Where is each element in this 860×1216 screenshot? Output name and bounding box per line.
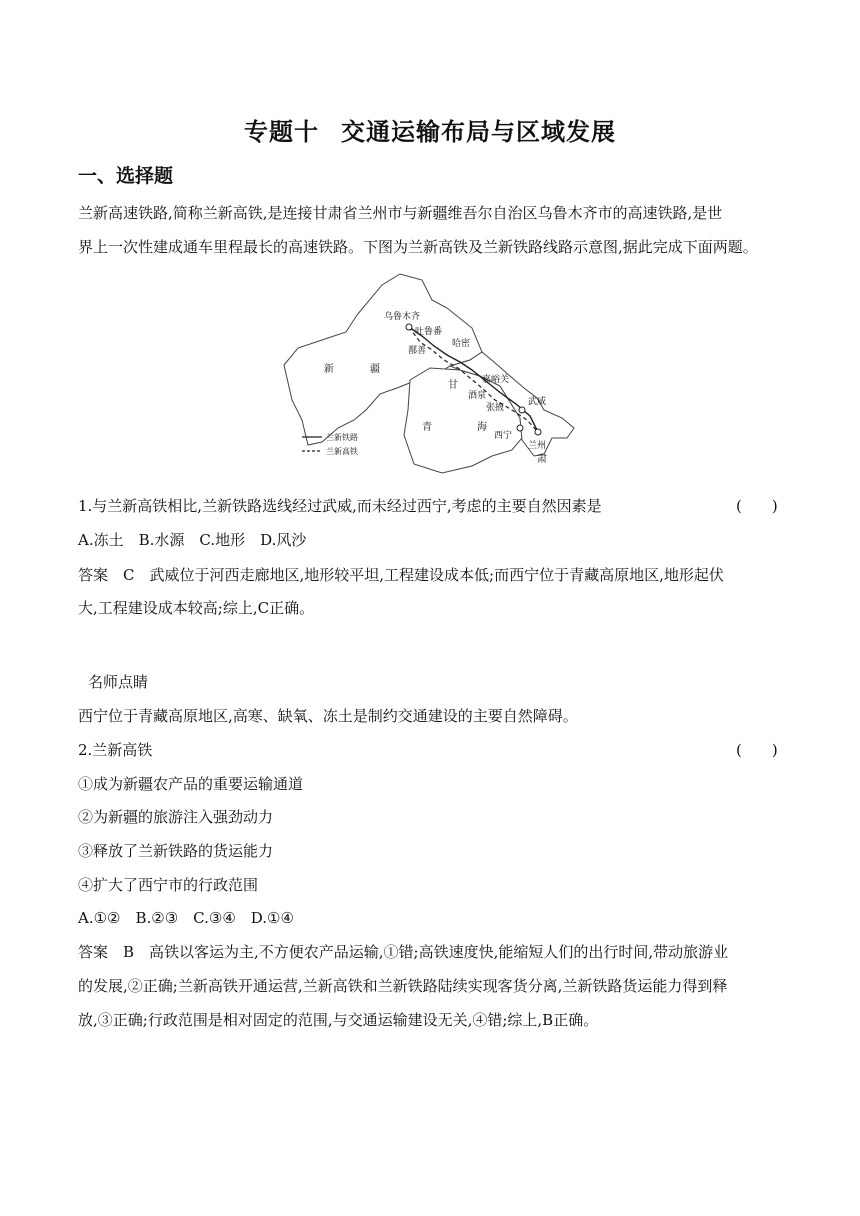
q1-stem: 1.与兰新高铁相比,兰新铁路选线经过武威,而未经过西宁,考虑的主要自然因素是 (78, 497, 602, 515)
region-gansu-1: 甘 (448, 380, 458, 391)
region-qinghai-1: 青 (422, 422, 432, 433)
q2-answer-line-1: 答案 B 高铁以客运为主,不方便农产品运输,①错;高铁速度快,能缩短人们的出行时间,带动旅游业 (78, 943, 729, 961)
label-jiuquan: 酒泉 (468, 391, 487, 401)
page-title (0, 112, 860, 147)
label-shanshan: 鄯善 (408, 346, 427, 356)
label-urumqi: 乌鲁木齐 (384, 312, 421, 322)
region-gansu-2: 肃 (537, 454, 547, 465)
q2-item-2: ②为新疆的旅游注入强劲动力 (78, 808, 274, 826)
region-qinghai-2: 海 (477, 422, 487, 433)
intro-line-2: 界上一次性建成通车里程最长的高速铁路。下图为兰新高铁及兰新铁路线路示意图,据此完成下面两题。 (78, 238, 758, 256)
legend-railway: 兰新铁路 (326, 433, 358, 442)
legend-hsr: 兰新高铁 (326, 447, 358, 456)
label-turpan: 吐鲁番 (415, 327, 443, 337)
urumqi-marker (406, 324, 412, 330)
lanzhou-marker (535, 429, 541, 435)
region-xinjiang-1: 新 (324, 364, 334, 375)
q1-answer-line-1: 答案 C 武威位于河西走廊地区,地形较平坦,工程建设成本低;而西宁位于青藏高原地区,地形起伏 (78, 566, 724, 584)
q1-answer-line-2: 大,工程建设成本较高;综上,C正确。 (78, 599, 315, 617)
tip-text: 西宁位于青藏高原地区,高寒、缺氧、冻土是制约交通建设的主要自然障碍。 (78, 707, 578, 725)
q2-answer-line-2: 的发展,②正确;兰新高铁开通运营,兰新高铁和兰新铁路陆续实现客货分离,兰新铁路货运能力得到释 (78, 977, 728, 995)
q1-options: A.冻土 B.水源 C.地形 D.风沙 (78, 531, 307, 549)
label-jiayuguan: 嘉峪关 (482, 375, 510, 385)
title-part1: 专题十 (244, 118, 319, 146)
wuwei-marker (519, 407, 525, 413)
label-hami: 哈密 (452, 339, 471, 349)
q1-answer-blank: ( ) (736, 497, 778, 515)
intro-line-1: 兰新高速铁路,简称兰新高铁,是连接甘肃省兰州市与新疆维吾尔自治区乌鲁木齐市的高速铁路,是世 (78, 204, 723, 222)
q2-item-3: ③释放了兰新铁路的货运能力 (78, 842, 274, 860)
label-zhangye: 张掖 (486, 403, 505, 413)
q2-item-1: ①成为新疆农产品的重要运输通道 (78, 775, 304, 793)
label-lanzhou: 兰州 (528, 441, 547, 451)
q2-options: A.①② B.②③ C.③④ D.①④ (78, 909, 294, 927)
q2-item-4: ④扩大了西宁市的行政范围 (78, 876, 259, 894)
title-part2: 交通运输布局与区域发展 (341, 118, 616, 146)
q2-answer-blank: ( ) (736, 741, 778, 759)
label-wuwei: 武威 (528, 397, 547, 407)
q2-answer-line-3: 放,③正确;行政范围是相对固定的范围,与交通运输建设无关,④错;综上,B正确。 (78, 1011, 599, 1029)
tip-label: 名师点睛 (88, 673, 149, 691)
label-xining: 西宁 (494, 431, 513, 441)
q2-stem: 2.兰新高铁 (78, 741, 153, 759)
xining-marker (517, 425, 523, 431)
region-xinjiang-2: 疆 (370, 364, 380, 375)
railway-map (282, 270, 582, 480)
section-heading: 一、选择题 (78, 165, 174, 187)
